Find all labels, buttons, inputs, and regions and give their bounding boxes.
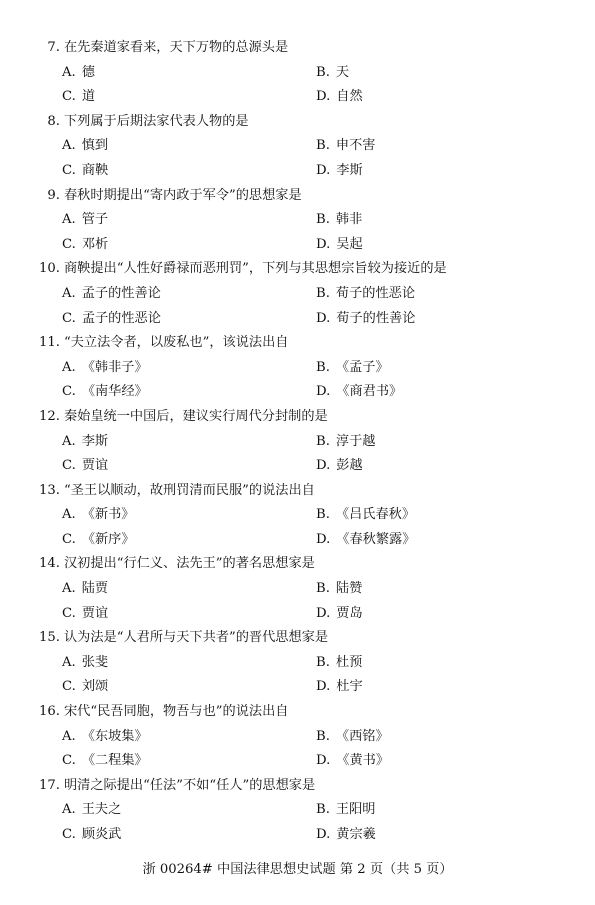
option-text: 管子 xyxy=(81,212,109,228)
option-text: 《孟子》 xyxy=(335,359,389,375)
option-text: 邓析 xyxy=(81,236,109,252)
option-item xyxy=(62,208,108,233)
option-item xyxy=(316,159,363,184)
option-item xyxy=(62,577,108,602)
option-letter: D. xyxy=(316,236,331,252)
option-letter: A. xyxy=(62,212,76,228)
question-item xyxy=(0,405,595,479)
question-number: 14. xyxy=(39,556,60,572)
option-item xyxy=(316,208,362,233)
option-text: 《南华经》 xyxy=(81,384,148,400)
option-text: 荀子的性善论 xyxy=(336,310,416,326)
question-text: “夫立法令者，以废私也”，该说法出自 xyxy=(64,335,289,351)
option-letter: C. xyxy=(62,89,76,105)
option-letter: D. xyxy=(316,89,331,105)
option-text: 王夫之 xyxy=(81,802,122,818)
options-row xyxy=(0,454,595,479)
option-letter: B. xyxy=(316,654,330,670)
question-number: 8. xyxy=(47,113,60,129)
option-item xyxy=(62,380,148,405)
option-text: 《黄书》 xyxy=(336,753,390,769)
option-letter: C. xyxy=(62,531,76,547)
option-item xyxy=(62,282,161,307)
option-letter: C. xyxy=(62,236,76,252)
option-letter: B. xyxy=(316,64,330,80)
options-row xyxy=(0,307,595,332)
option-text: 《新书》 xyxy=(81,507,135,523)
option-text: 申不害 xyxy=(335,138,376,154)
option-letter: A. xyxy=(62,654,76,670)
option-letter: C. xyxy=(62,827,76,842)
option-item xyxy=(316,651,362,676)
option-item xyxy=(316,430,375,455)
option-letter: B. xyxy=(316,728,330,744)
question-item xyxy=(0,552,595,626)
options-row xyxy=(0,798,595,823)
options-row xyxy=(0,651,595,676)
option-letter: D. xyxy=(316,162,331,178)
question-number: 10. xyxy=(39,261,60,277)
question-stem xyxy=(0,257,595,282)
option-text: 《韩非子》 xyxy=(81,359,148,375)
options-row xyxy=(0,61,595,86)
option-item xyxy=(62,798,121,823)
option-text: 彭越 xyxy=(336,458,363,474)
option-item xyxy=(316,85,363,110)
question-item xyxy=(0,626,595,700)
question-number: 12. xyxy=(39,408,60,424)
question-stem xyxy=(0,36,595,61)
option-item xyxy=(62,602,108,627)
option-item xyxy=(62,159,108,184)
option-text: 韩非 xyxy=(335,212,363,228)
question-stem xyxy=(0,700,595,725)
page-footer: 浙 00264# 中国法律思想史试题 第 2 页（共 5 页） xyxy=(142,862,453,877)
option-letter: A. xyxy=(62,285,76,301)
option-item xyxy=(62,651,108,676)
option-item xyxy=(316,503,415,528)
question-item xyxy=(0,257,595,331)
question-stem xyxy=(0,405,595,430)
option-text: 《春秋繁露》 xyxy=(336,531,416,547)
option-letter: C. xyxy=(62,310,76,326)
option-letter: C. xyxy=(62,753,76,769)
option-letter: A. xyxy=(62,802,76,818)
options-row xyxy=(0,503,595,528)
option-letter: B. xyxy=(316,285,330,301)
option-item xyxy=(62,85,95,110)
option-item xyxy=(316,749,389,774)
option-item xyxy=(316,356,389,381)
option-text: 杜宇 xyxy=(336,679,363,695)
option-item xyxy=(62,134,108,159)
option-letter: A. xyxy=(62,138,76,154)
options-row xyxy=(0,380,595,405)
option-item xyxy=(62,430,108,455)
option-item xyxy=(62,503,134,528)
question-item xyxy=(0,331,595,405)
option-letter: B. xyxy=(316,802,330,818)
question-number: 16. xyxy=(39,704,60,720)
option-item xyxy=(62,823,121,848)
option-text: 王阳明 xyxy=(335,802,376,818)
option-text: 孟子的性恶论 xyxy=(81,310,161,326)
option-text: 李斯 xyxy=(81,433,109,449)
options-row xyxy=(0,282,595,307)
options-row xyxy=(0,823,595,848)
question-text: 春秋时期提出“寄内政于军令”的思想家是 xyxy=(64,187,302,203)
option-text: 李斯 xyxy=(336,162,363,178)
options-row xyxy=(0,208,595,233)
option-item xyxy=(62,61,95,86)
option-letter: D. xyxy=(316,310,331,326)
question-stem xyxy=(0,331,595,356)
option-item xyxy=(316,602,363,627)
option-letter: B. xyxy=(316,433,330,449)
option-item xyxy=(62,725,148,750)
option-item xyxy=(62,528,135,553)
option-item xyxy=(316,528,415,553)
option-text: 荀子的性恶论 xyxy=(335,285,416,301)
option-text: 杜预 xyxy=(335,654,363,670)
question-text: 汉初提出“行仁义、法先王”的著名思想家是 xyxy=(64,556,315,572)
option-text: 《西铭》 xyxy=(335,728,389,744)
options-row xyxy=(0,85,595,110)
option-text: 贾谊 xyxy=(81,458,109,474)
question-number: 15. xyxy=(39,630,60,646)
question-text: 商鞅提出“人性好爵禄而恶刑罚”，下列与其思想宗旨较为接近的是 xyxy=(64,261,447,277)
question-item xyxy=(0,36,595,110)
question-stem xyxy=(0,774,595,799)
option-text: 刘颂 xyxy=(81,679,109,695)
option-letter: A. xyxy=(62,728,76,744)
question-stem xyxy=(0,110,595,135)
question-text: 在先秦道家看来，天下万物的总源头是 xyxy=(64,40,289,55)
options-row xyxy=(0,159,595,184)
option-text: 顾炎武 xyxy=(81,827,122,842)
option-item xyxy=(62,356,148,381)
option-letter: C. xyxy=(62,605,76,621)
options-row xyxy=(0,749,595,774)
question-text: 认为法是“人君所与天下共者”的晋代思想家是 xyxy=(64,630,329,646)
options-row xyxy=(0,528,595,553)
question-number: 9. xyxy=(47,187,60,203)
question-item xyxy=(0,184,595,258)
options-row xyxy=(0,577,595,602)
option-text: 淳于越 xyxy=(335,433,376,449)
option-item xyxy=(316,454,363,479)
option-letter: A. xyxy=(62,433,76,449)
option-text: 黄宗羲 xyxy=(336,827,376,842)
options-row xyxy=(0,356,595,381)
option-item xyxy=(316,798,375,823)
question-item xyxy=(0,774,595,848)
option-text: 《新序》 xyxy=(81,531,135,547)
question-text: “圣王以顺动，故刑罚清而民服”的说法出自 xyxy=(64,482,315,498)
option-text: 贾谊 xyxy=(81,605,109,621)
option-letter: C. xyxy=(62,162,76,178)
option-item xyxy=(316,823,376,848)
option-text: 《吕氏春秋》 xyxy=(335,507,416,523)
option-item xyxy=(316,61,349,86)
option-text: 德 xyxy=(81,64,95,80)
option-text: 吴起 xyxy=(336,236,363,252)
option-text: 商鞅 xyxy=(81,162,109,178)
question-number: 13. xyxy=(39,482,60,498)
option-item xyxy=(316,307,415,332)
option-item xyxy=(62,675,108,700)
options-row xyxy=(0,602,595,627)
question-text: 宋代“民吾同胞，物吾与也”的说法出自 xyxy=(64,704,289,720)
question-text: 明清之际提出“任法”不如“任人”的思想家是 xyxy=(64,777,316,793)
option-item xyxy=(316,577,362,602)
options-row xyxy=(0,430,595,455)
options-row xyxy=(0,134,595,159)
question-item xyxy=(0,110,595,184)
exam-page xyxy=(0,36,595,848)
option-letter: B. xyxy=(316,507,330,523)
option-text: 道 xyxy=(81,89,95,105)
option-letter: A. xyxy=(62,359,76,375)
question-number: 11. xyxy=(39,335,60,351)
option-letter: D. xyxy=(316,531,331,547)
option-text: 张斐 xyxy=(81,654,109,670)
option-letter: B. xyxy=(316,581,330,597)
option-text: 《商君书》 xyxy=(336,384,403,400)
question-stem xyxy=(0,552,595,577)
options-row xyxy=(0,725,595,750)
option-item xyxy=(316,282,415,307)
option-letter: B. xyxy=(316,359,330,375)
question-item xyxy=(0,700,595,774)
option-letter: D. xyxy=(316,605,331,621)
option-letter: B. xyxy=(316,138,330,154)
question-number: 17. xyxy=(39,777,60,793)
option-item xyxy=(316,675,363,700)
option-letter: C. xyxy=(62,679,76,695)
option-item xyxy=(62,307,161,332)
option-item xyxy=(316,380,402,405)
option-letter: A. xyxy=(62,581,76,597)
option-letter: D. xyxy=(316,679,331,695)
option-item xyxy=(62,749,148,774)
question-text: 下列属于后期法家代表人物的是 xyxy=(64,113,249,129)
option-text: 天 xyxy=(335,64,350,80)
option-text: 自然 xyxy=(336,89,363,105)
option-item xyxy=(316,233,363,258)
options-row xyxy=(0,233,595,258)
question-stem xyxy=(0,626,595,651)
option-text: 慎到 xyxy=(81,138,109,154)
option-text: 陆贾 xyxy=(81,581,109,597)
option-letter: C. xyxy=(62,458,76,474)
option-text: 贾岛 xyxy=(336,605,363,621)
option-text: 陆赞 xyxy=(335,581,363,597)
option-letter: A. xyxy=(62,64,76,80)
question-text: 秦始皇统一中国后，建议实行周代分封制的是 xyxy=(64,408,328,424)
option-letter: D. xyxy=(316,753,331,769)
question-number: 7. xyxy=(47,40,60,55)
option-text: 孟子的性善论 xyxy=(81,285,161,301)
option-letter: C. xyxy=(62,384,76,400)
question-stem xyxy=(0,184,595,209)
option-letter: D. xyxy=(316,458,331,474)
question-stem xyxy=(0,479,595,504)
question-item xyxy=(0,479,595,553)
option-item xyxy=(62,454,108,479)
option-letter: D. xyxy=(316,827,331,842)
option-text: 《东坡集》 xyxy=(81,728,148,744)
option-letter: D. xyxy=(316,384,331,400)
option-item xyxy=(62,233,108,258)
option-item xyxy=(316,134,375,159)
option-letter: A. xyxy=(62,507,76,523)
option-text: 《二程集》 xyxy=(81,753,148,769)
option-letter: B. xyxy=(316,212,330,228)
options-row xyxy=(0,675,595,700)
option-item xyxy=(316,725,389,750)
